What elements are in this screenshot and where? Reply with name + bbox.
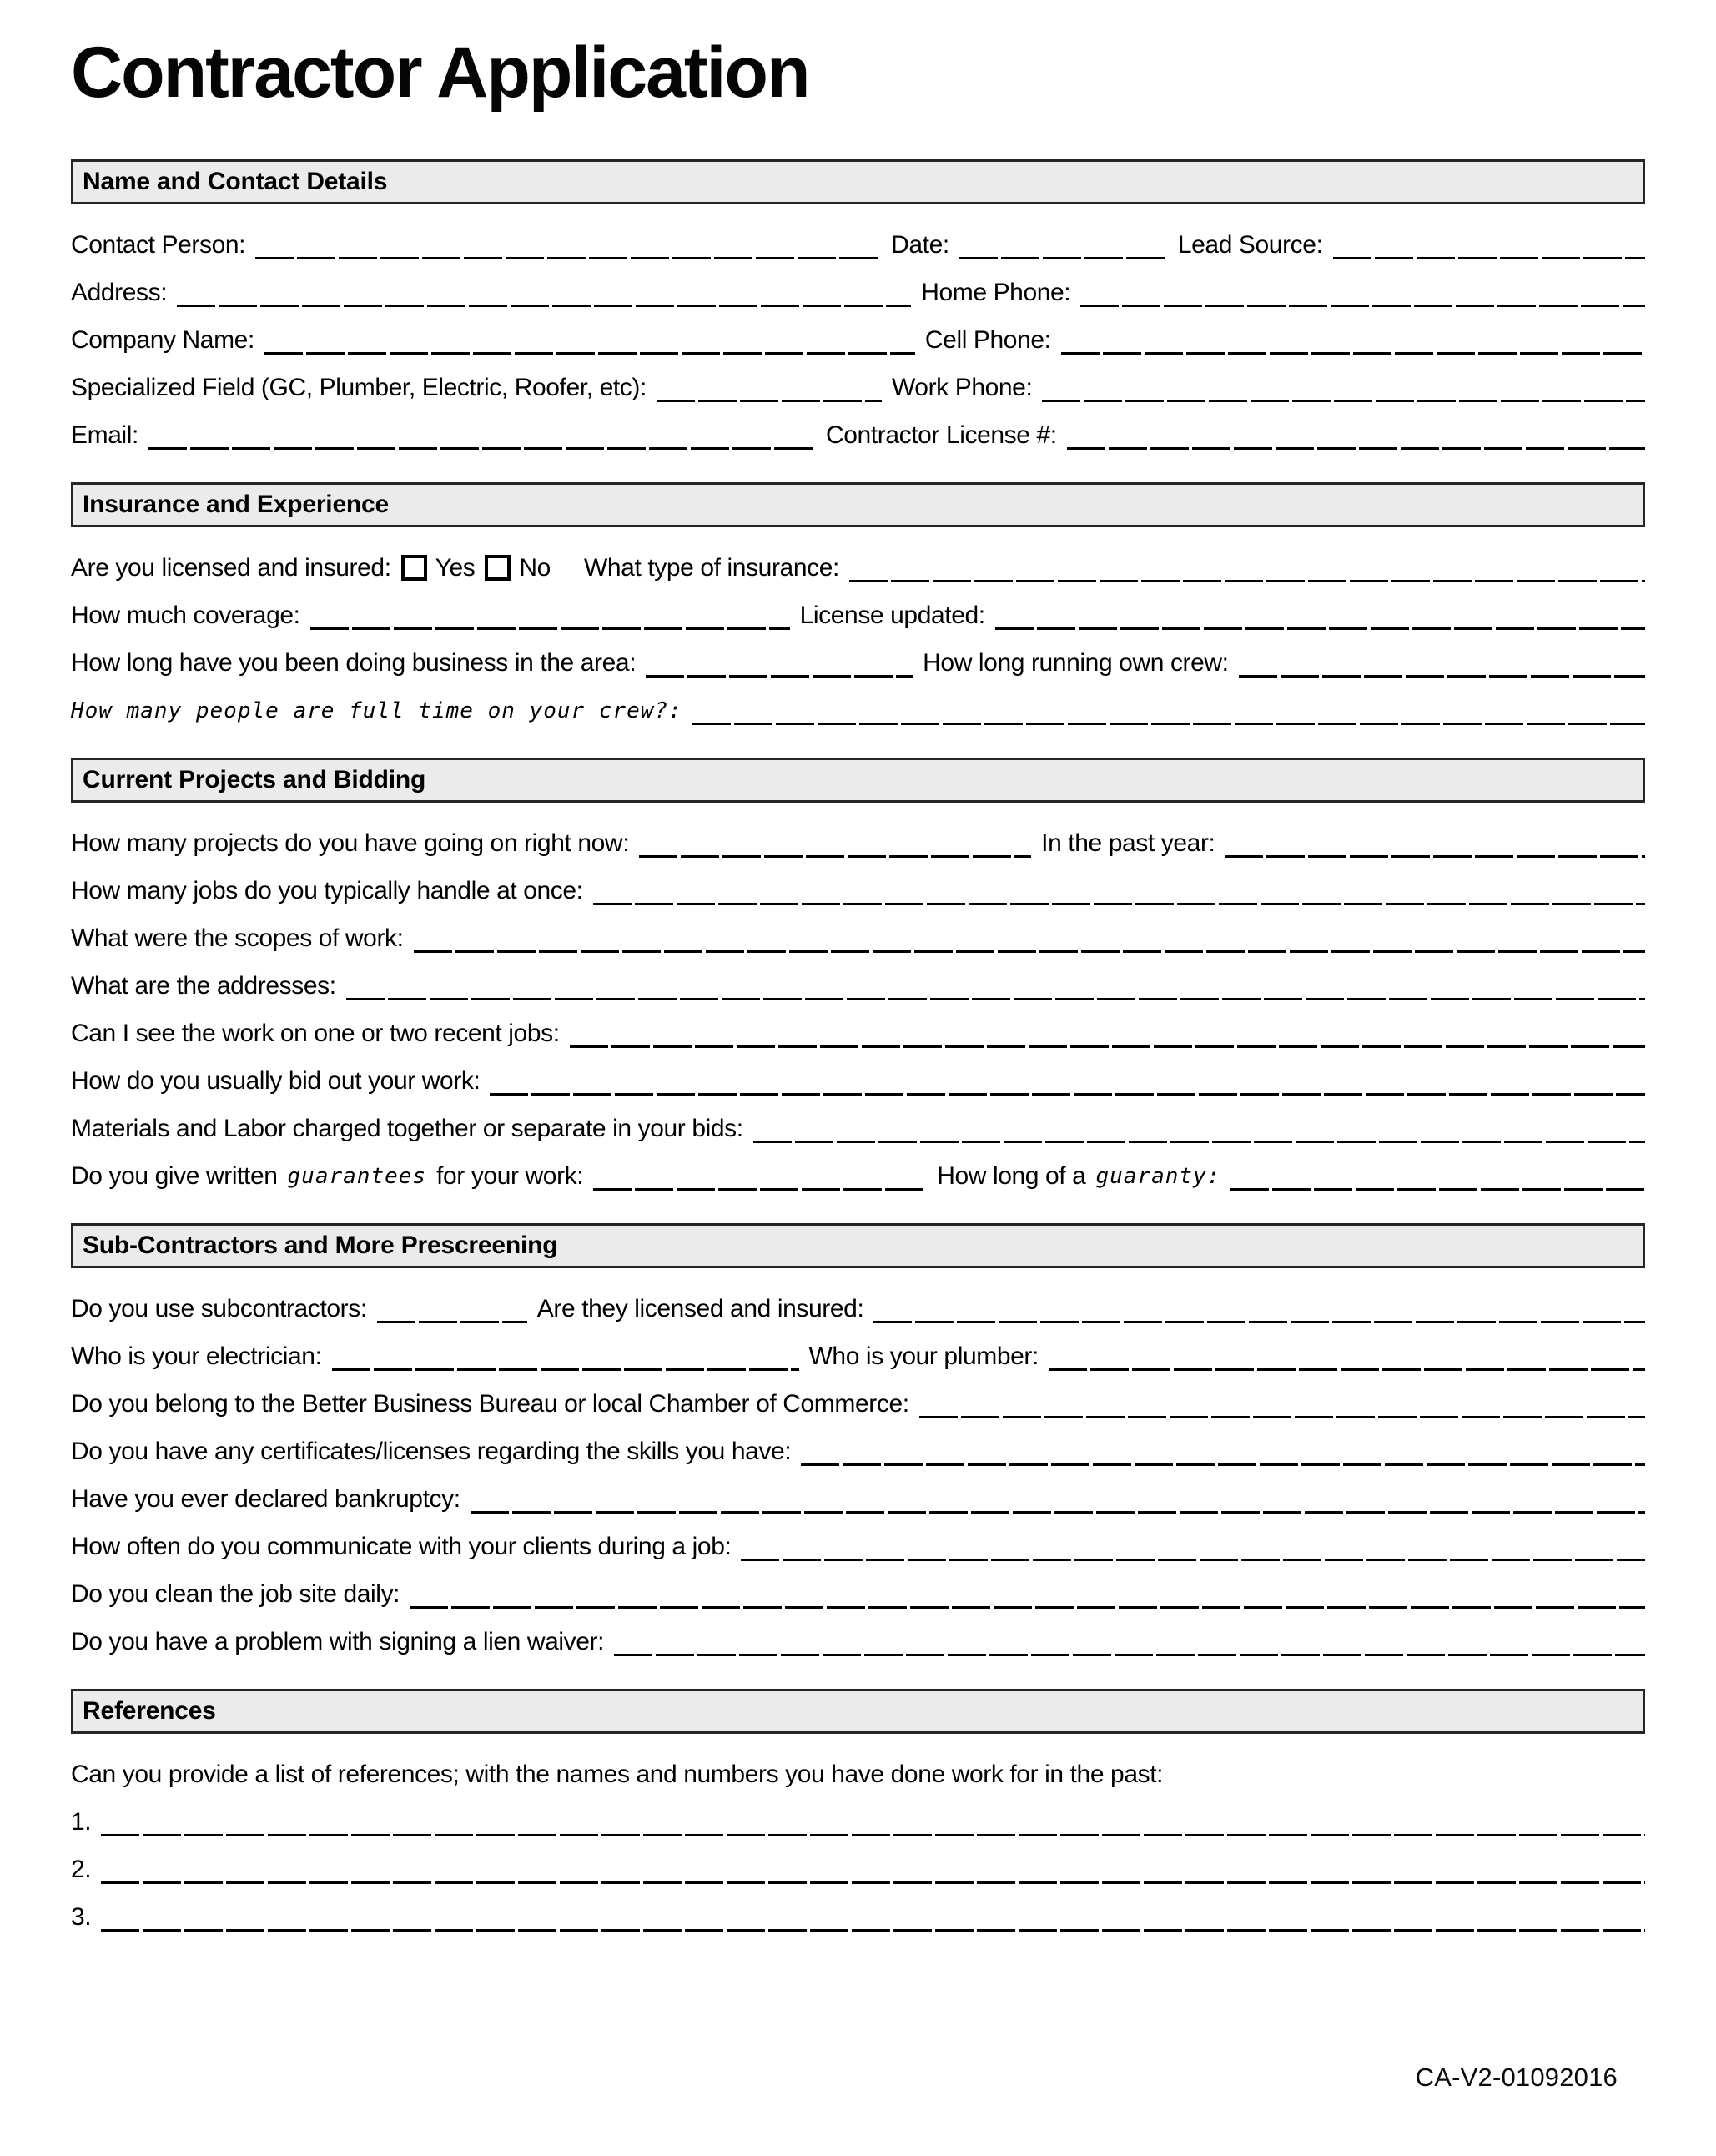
fill-in-blank[interactable] (593, 1162, 927, 1191)
fill-in-blank[interactable] (101, 1808, 1645, 1836)
checkbox-option-no (485, 554, 551, 582)
fill-in-blank[interactable] (1049, 1342, 1645, 1371)
checkbox-label: Yes (435, 553, 476, 582)
checkbox[interactable] (485, 555, 511, 581)
form-row (71, 585, 1645, 632)
section-header-title: Name and Contact Details (83, 167, 388, 195)
field-label: Contractor License #: (825, 421, 1057, 449)
form-sections (71, 159, 1645, 1934)
section-header (71, 159, 1645, 204)
field-label: Can I see the work on one or two recent jobs: (71, 1019, 560, 1047)
field-label: Are you licensed and insured: (71, 553, 391, 582)
field-label: What type of insurance: (583, 553, 839, 582)
fill-in-blank[interactable] (346, 972, 1645, 1000)
section-header-title: Current Projects and Bidding (83, 765, 426, 793)
field-label: Do you have a problem with signing a lien waiver: (71, 1627, 605, 1655)
field-label: How many jobs do you typically handle at once: (71, 876, 583, 904)
fill-in-blank[interactable] (1061, 326, 1645, 355)
form-row (71, 955, 1645, 1003)
field-label: Do you clean the job site daily: (71, 1579, 400, 1608)
fill-in-blank[interactable] (1333, 231, 1645, 259)
field-label: 2. (71, 1855, 92, 1883)
field-label: Specialized Field (GC, Plumber, Electric, Roofer, etc): (71, 373, 647, 401)
fill-in-blank[interactable] (1080, 279, 1645, 307)
field-label: Materials and Labor charged together or separate in your bids: (71, 1114, 743, 1142)
form-row (71, 1564, 1645, 1611)
fill-in-blank[interactable] (1230, 1162, 1645, 1191)
field-label: Company Name: (71, 325, 254, 354)
fill-in-blank[interactable] (873, 1295, 1645, 1323)
fill-in-blank[interactable] (377, 1295, 527, 1323)
checkbox-label: No (519, 553, 551, 582)
fill-in-blank[interactable] (471, 1485, 1645, 1514)
page-title: Contractor Application (71, 33, 809, 113)
form-row (71, 1326, 1645, 1373)
field-label: How long running own crew: (923, 648, 1229, 677)
fill-in-blank[interactable] (101, 1903, 1645, 1932)
field-label: Are they licensed and insured: (536, 1294, 864, 1322)
field-label: Home Phone: (921, 278, 1071, 306)
form-row (71, 1146, 1645, 1193)
field-label: Have you ever declared bankruptcy: (71, 1484, 460, 1513)
field-label: What are the addresses: (71, 971, 336, 1000)
field-label: How long have you been doing business in the area: (71, 648, 637, 677)
field-label: for your work: (436, 1161, 584, 1190)
field-label: Work Phone: (891, 373, 1033, 401)
form-row (71, 1098, 1645, 1146)
field-label: Contact Person: (71, 230, 246, 259)
field-label: Do you belong to the Better Business Bureau or local Chamber of Commerce: (71, 1389, 909, 1418)
fill-in-blank[interactable] (741, 1533, 1645, 1561)
form-row (71, 1839, 1645, 1886)
checkbox-option-yes (401, 554, 476, 582)
fill-in-blank[interactable] (310, 602, 790, 630)
fill-in-blank[interactable] (959, 231, 1168, 259)
field-label: What were the scopes of work: (71, 924, 404, 952)
fill-in-blank[interactable] (995, 602, 1645, 630)
form-row (71, 214, 1645, 262)
form-row (71, 1421, 1645, 1468)
form-row (71, 813, 1645, 860)
section-header-title: Sub-Contractors and More Prescreening (83, 1231, 558, 1259)
checkbox[interactable] (401, 555, 427, 581)
fill-in-blank[interactable] (414, 924, 1645, 953)
fill-in-blank[interactable] (753, 1115, 1645, 1143)
field-label: 1. (71, 1807, 92, 1836)
fill-in-blank[interactable] (919, 1390, 1645, 1418)
field-label: Can you provide a list of references; with the names and numbers you have done work for in the past: (71, 1760, 1164, 1788)
footer-form-code: CA-V2-01092016 (1415, 2063, 1618, 2092)
form-row (71, 1468, 1645, 1516)
field-label: guaranty: (1095, 1163, 1221, 1189)
form-row (71, 1050, 1645, 1098)
field-label: How do you usually bid out your work: (71, 1066, 481, 1095)
fill-in-blank[interactable] (101, 1856, 1645, 1884)
field-label: Who is your plumber: (808, 1342, 1039, 1370)
field-label: 3. (71, 1902, 92, 1931)
field-label: Who is your electrician: (71, 1342, 322, 1370)
form-row (71, 1744, 1645, 1791)
fill-in-blank[interactable] (639, 829, 1031, 858)
field-label: How long of a (937, 1161, 1086, 1190)
section-header-title: References (83, 1696, 216, 1725)
field-label: How often do you communicate with your clients during a job: (71, 1532, 732, 1560)
fill-in-blank[interactable] (255, 231, 881, 259)
field-label: Do you give written (71, 1161, 278, 1190)
form-row (71, 537, 1645, 585)
form-row (71, 310, 1645, 357)
form-row (71, 1516, 1645, 1564)
fill-in-blank[interactable] (177, 279, 911, 307)
fill-in-blank[interactable] (264, 326, 915, 355)
fill-in-blank[interactable] (148, 421, 816, 450)
field-label: In the past year: (1041, 829, 1215, 857)
field-label: Email: (71, 421, 138, 449)
form-row (71, 1373, 1645, 1421)
field-label: guarantees (287, 1163, 427, 1189)
field-label: Address: (71, 278, 168, 306)
fill-in-blank[interactable] (1239, 649, 1645, 678)
fill-in-blank[interactable] (646, 649, 913, 678)
field-label: How much coverage: (71, 601, 300, 629)
field-label: How many people are full time on your crew?: (71, 698, 682, 723)
fill-in-blank[interactable] (332, 1342, 799, 1371)
section-header (71, 482, 1645, 527)
form-row (71, 357, 1645, 405)
section-header-title: Insurance and Experience (83, 490, 390, 518)
fill-in-blank[interactable] (1067, 421, 1645, 450)
fill-in-blank[interactable] (1042, 374, 1645, 402)
field-label: Date: (891, 230, 949, 259)
fill-in-blank[interactable] (614, 1628, 1645, 1656)
field-label: Do you have any certificates/licenses regarding the skills you have: (71, 1437, 792, 1465)
form-row (71, 405, 1645, 452)
form-row (71, 908, 1645, 955)
fill-in-blank[interactable] (490, 1067, 1645, 1096)
section-header (71, 1223, 1645, 1268)
fill-in-blank[interactable] (801, 1438, 1645, 1466)
form-row (71, 1791, 1645, 1839)
form-row (71, 1003, 1645, 1050)
form-row (71, 860, 1645, 908)
form-row (71, 1278, 1645, 1326)
fill-in-blank[interactable] (1225, 829, 1645, 858)
field-label: License updated: (799, 601, 985, 629)
fill-in-blank[interactable] (849, 554, 1645, 582)
section-header (71, 758, 1645, 803)
fill-in-blank[interactable] (410, 1580, 1645, 1609)
form-row (71, 262, 1645, 310)
fill-in-blank[interactable] (657, 374, 882, 402)
field-label: How many projects do you have going on right now: (71, 829, 630, 857)
fill-in-blank[interactable] (570, 1020, 1645, 1048)
field-label: Lead Source: (1177, 230, 1323, 259)
form-row (71, 680, 1645, 728)
section-header (71, 1689, 1645, 1734)
field-label: Do you use subcontractors: (71, 1294, 367, 1322)
fill-in-blank[interactable] (593, 877, 1645, 905)
form-row (71, 1611, 1645, 1659)
field-label: Cell Phone: (924, 325, 1051, 354)
form-row (71, 632, 1645, 680)
form-row (71, 1886, 1645, 1934)
fill-in-blank[interactable] (692, 697, 1645, 725)
